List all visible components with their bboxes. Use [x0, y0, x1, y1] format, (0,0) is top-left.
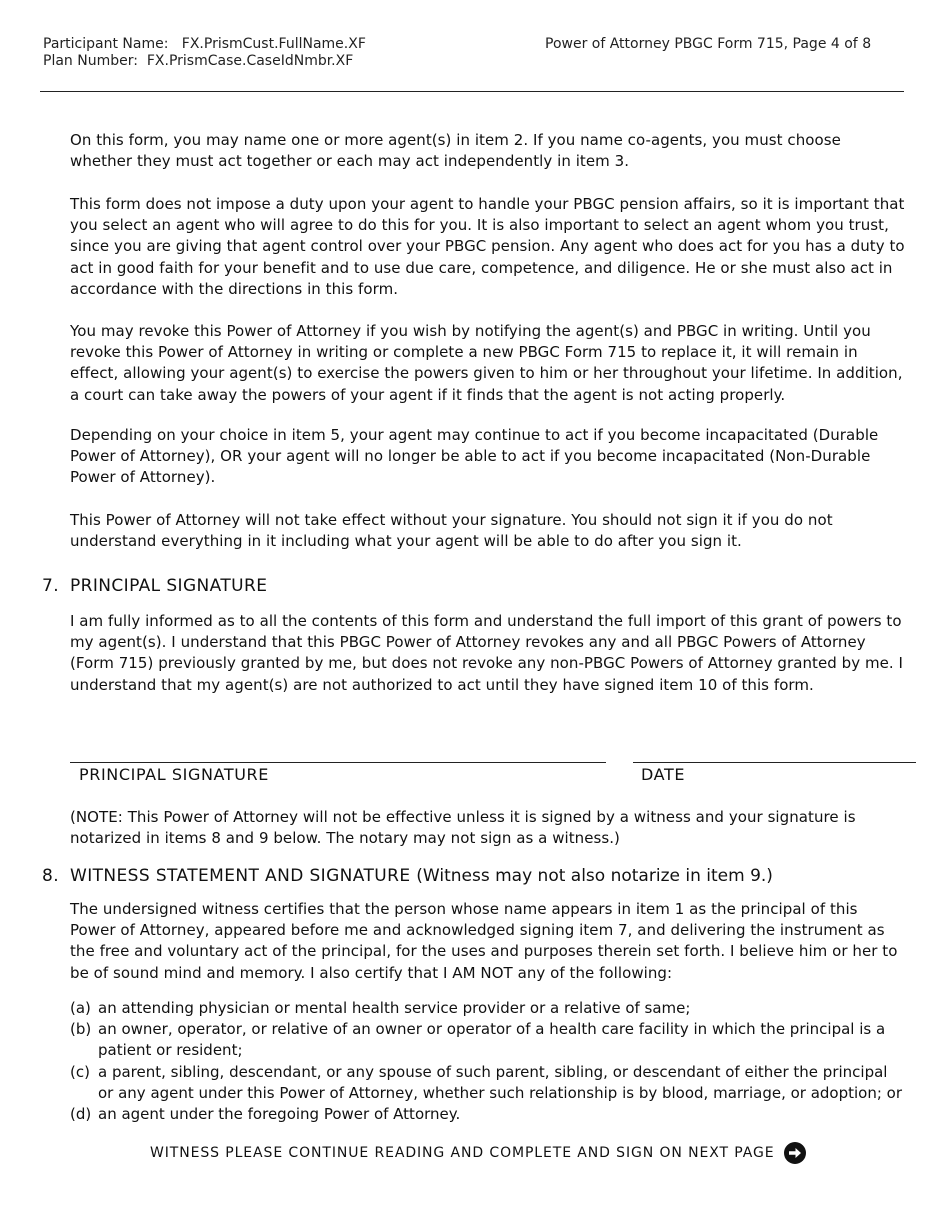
list-item-label: (d) [70, 1105, 92, 1124]
list-item [70, 1062, 905, 1104]
header-divider [40, 91, 904, 92]
list-item-text: a parent, sibling, descendant, or any spouse of such parent, sibling, or descendant of either the principal or any agent under this Power of Attorney, whether such relationship is by blood, marriage, or adoption; or [98, 1062, 903, 1102]
list-item [70, 1019, 905, 1061]
list-item-label: (b) [70, 1020, 92, 1039]
participant-label: Participant Name: [43, 36, 169, 52]
witness-exclusion-list [70, 998, 905, 1125]
page-header-left [43, 36, 366, 70]
list-item-text: an owner, operator, or relative of an owner or operator of a health care facility in which the principal is a patient or resident; [98, 1020, 886, 1060]
section-7-number: 7. [42, 576, 60, 596]
list-item-text: an agent under the foregoing Power of Attorney. [98, 1105, 461, 1124]
section-7-title [42, 576, 267, 596]
list-item [70, 998, 905, 1019]
list-item-label: (a) [70, 999, 91, 1017]
plan-label: Plan Number: [43, 53, 138, 69]
date-line[interactable] [633, 762, 916, 763]
section-8-subtitle: (Witness may not also notarize in item 9.) [416, 866, 773, 886]
list-item-label: (c) [70, 1062, 90, 1081]
notary-note: (NOTE: This Power of Attorney will not be effective unless it is signed by a witness and your signature is notarized in items 8 and 9 below. The notary may not sign as a witness.) [70, 808, 856, 848]
continue-footer [150, 1142, 806, 1164]
section-7-heading: PRINCIPAL SIGNATURE [70, 576, 268, 596]
intro-paragraph-5: This Power of Attorney will not take effect without your signature. You should not sign it if you do not understand everything in it including what your agent will be able to do after you sign it. [70, 511, 833, 551]
principal-signature-label: PRINCIPAL SIGNATURE [79, 765, 269, 784]
section-8-heading: WITNESS STATEMENT AND SIGNATURE [70, 866, 411, 886]
intro-paragraph-2: This form does not impose a duty upon your agent to handle your PBGC pension affairs, so it is important that you select an agent who will agree to do this for you. It is also important to select an agent whom you trust, since you are giving that agent control over your PBGC pension. Any agent who does act for you has a duty to act in good faith for your benefit and to use due care, competence, and diligence. He or she must also act in accordance with the directions in this form. [70, 195, 905, 298]
intro-paragraph-4: Depending on your choice in item 5, your agent may continue to act if you become incapacitated (Durable Power of Attorney), OR your agent will no longer be able to act if you become incapacitated (Non-Durable Power of Attorney). [70, 426, 879, 487]
section-8-body: The undersigned witness certifies that the person whose name appears in item 1 as the principal of this Power of Attorney, appeared before me and acknowledged signing item 7, and delivering the instrument as the free and voluntary act of the principal, for the uses and purposes therein set forth. I believe him or her to be of sound mind and memory. I also certify that I AM NOT any of the following: [70, 900, 898, 982]
principal-signature-line[interactable] [70, 762, 606, 763]
continue-instruction: WITNESS PLEASE CONTINUE READING AND COMPLETE AND SIGN ON NEXT PAGE [150, 1145, 775, 1161]
list-item-text: an attending physician or mental health service provider or a relative of same; [98, 999, 691, 1017]
section-7-body: I am fully informed as to all the contents of this form and understand the full import of this grant of powers to my agent(s). I understand that this PBGC Power of Attorney revokes any and all PBGC Powers of Attorney (Form 715) previously granted by me, but does not revoke any non-PBGC Powers of Attorney granted by me. I understand that my agent(s) are not authorized to act until they have signed item 10 of this form. [70, 612, 903, 694]
arrow-right-circle-icon [784, 1142, 806, 1164]
section-8-number: 8. [42, 866, 60, 886]
plan-value: FX.PrismCase.CaseIdNmbr.XF [146, 53, 354, 69]
date-label: DATE [641, 765, 686, 784]
list-item [70, 1104, 905, 1125]
section-8-title [42, 866, 773, 886]
participant-value: FX.PrismCust.FullName.XF [181, 36, 366, 52]
intro-paragraph-3: You may revoke this Power of Attorney if you wish by notifying the agent(s) and PBGC in writing. Until you revoke this Power of Attorney in writing or complete a new PBGC Form 715 to replace it, it will remain in effect, allowing your agent(s) to exercise the powers given to him or her throughout your lifetime. In addition, a court can take away the powers of your agent if it finds that the agent is not acting properly. [70, 322, 903, 404]
intro-paragraph-1: On this form, you may name one or more agent(s) in item 2. If you name co-agents, you must choose whether they must act together or each may act independently in item 3. [70, 131, 841, 171]
form-title: Power of Attorney PBGC Form 715, Page 4 of 8 [545, 36, 872, 52]
